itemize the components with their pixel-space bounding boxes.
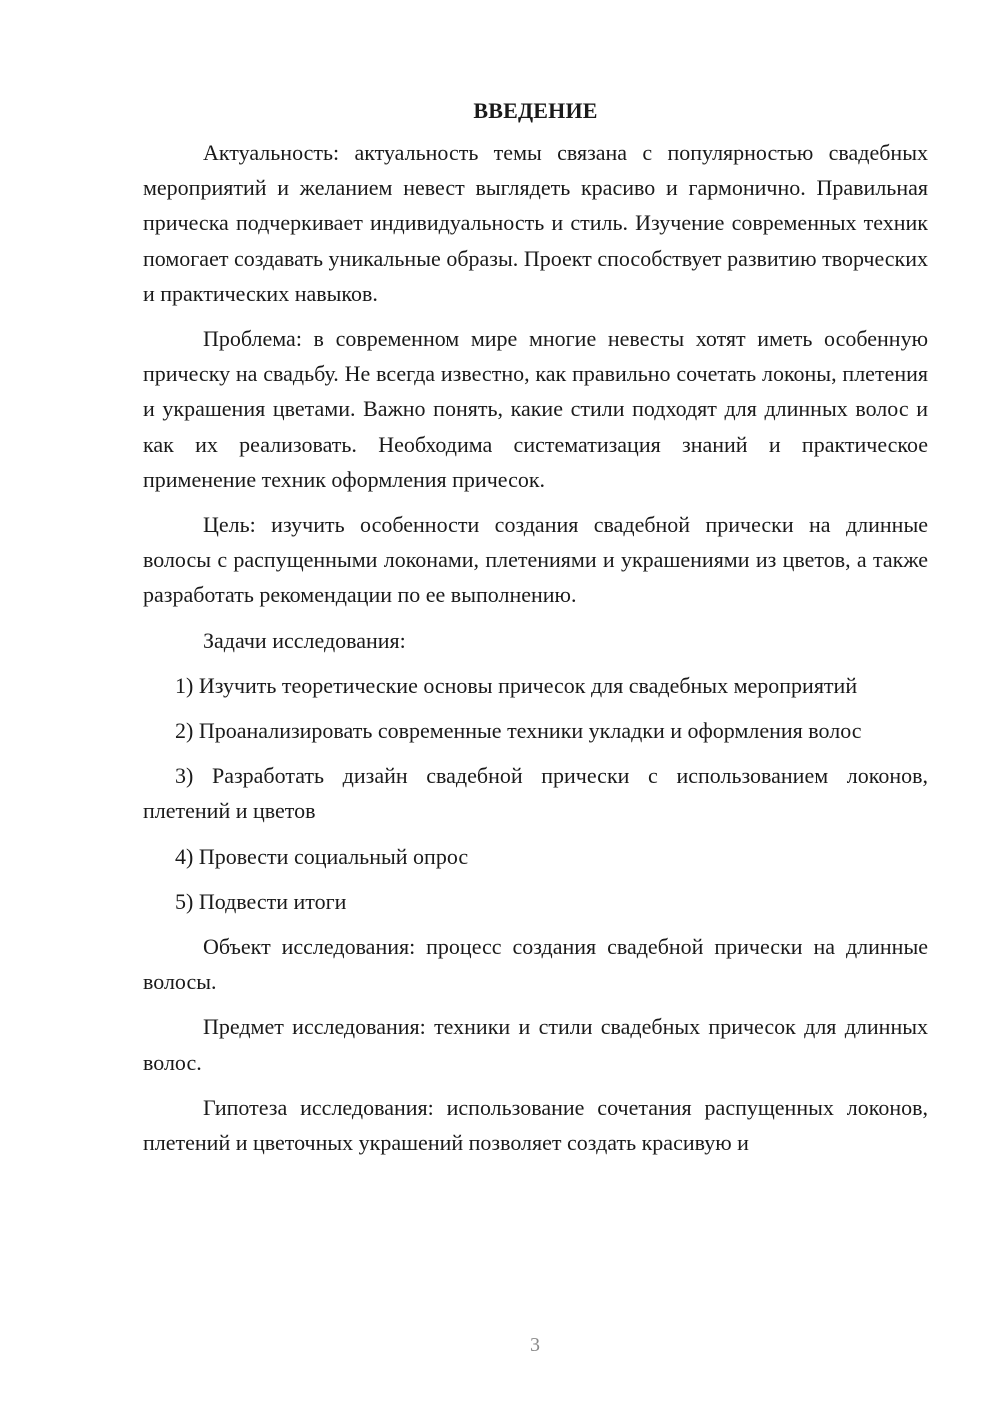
task-item: 2) Проанализировать современные техники укладки и оформления волос <box>175 718 862 744</box>
task-item: 4) Провести социальный опрос <box>175 843 469 869</box>
task-item: 1) Изучить теоретические основы причесок для свадебных мероприятий <box>175 672 858 698</box>
page-content <box>143 96 928 1160</box>
goal-paragraph: Цель: изучить особенности создания свадебной прически на длинные волосы с распущенными локонами, плетениями и украшениями из цветов, а также разработать рекомендации по ее выполнению. <box>143 512 928 608</box>
task-item: 5) Подвести итоги <box>175 888 347 914</box>
relevance-paragraph: Актуальность: актуальность темы связана с популярностью свадебных мероприятий и желанием невест выглядеть красиво и гармонично. Правильная прическа подчеркивает индивидуальность и стиль. Изучение современных техник помогает создавать уникальные образы. Проект способствует развитию творческих и практических навыков. <box>143 140 928 306</box>
page-number: 3 <box>530 1334 540 1356</box>
tasks-heading: Задачи исследования: <box>203 627 406 653</box>
problem-paragraph: Проблема: в современном мире многие невесты хотят иметь особенную прическу на свадьбу. Не всегда известно, как правильно сочетать локоны, плетения и украшения цветами. Важно понять, какие стили подходят для длинных волос и как их реализовать. Необходима систематизация знаний и практическое применение техник оформления причесок. <box>143 326 928 492</box>
hypothesis-paragraph: Гипотеза исследования: использование сочетания распущенных локонов, плетений и цветочных украшений позволяет создать красивую и <box>143 1094 928 1156</box>
section-title: ВВЕДЕНИЕ <box>473 98 598 123</box>
object-paragraph: Объект исследования: процесс создания свадебной прически на длинные волосы. <box>143 934 928 995</box>
task-item: 3) Разработать дизайн свадебной прически с использованием локонов, плетений и цветов <box>143 763 928 824</box>
subject-paragraph: Предмет исследования: техники и стили свадебных причесок для длинных волос. <box>143 1014 928 1075</box>
